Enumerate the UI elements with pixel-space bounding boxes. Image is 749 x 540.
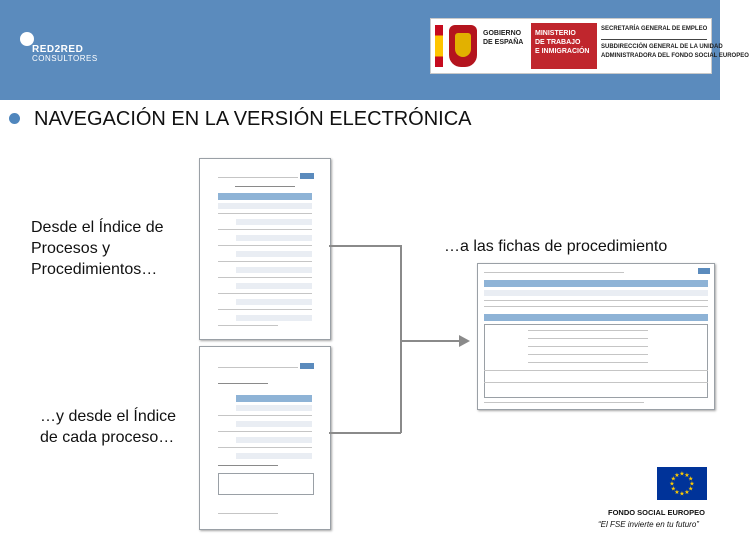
fse-name: FONDO SOCIAL EUROPEO bbox=[608, 508, 705, 517]
eu-star-icon: ★ bbox=[688, 486, 694, 493]
title-bullet-icon bbox=[9, 113, 20, 124]
logo-subtitle: CONSULTORES bbox=[32, 54, 98, 63]
right-caption: …a las fichas de procedimiento bbox=[444, 238, 668, 255]
gobierno-label: GOBIERNO DE ESPAÑA bbox=[483, 30, 524, 46]
eu-star-icon: ★ bbox=[679, 471, 685, 478]
eu-star-icon: ★ bbox=[684, 472, 690, 479]
eu-star-icon: ★ bbox=[684, 490, 690, 497]
government-logos bbox=[430, 18, 749, 74]
eu-star-icon: ★ bbox=[689, 481, 695, 488]
connector-bottom bbox=[329, 432, 401, 434]
eu-star-icon: ★ bbox=[688, 476, 694, 483]
ministry-label: MINISTERIO DE TRABAJO E INMIGRACIÓN bbox=[535, 30, 590, 55]
eu-star-icon: ★ bbox=[679, 491, 685, 498]
arrow-right-icon bbox=[459, 335, 470, 347]
single-process-index-thumbnail[interactable] bbox=[199, 346, 331, 530]
eu-star-icon: ★ bbox=[674, 472, 680, 479]
eu-flag-icon bbox=[657, 467, 707, 500]
slide-title: NAVEGACIÓN EN LA VERSIÓN ELECTRÓNICA bbox=[34, 108, 472, 130]
secretariat-label: SECRETARÍA GENERAL DE EMPLEO SUBDIRECCIÓN GENERAL DE LA UNIDAD ADMINISTRADORA DEL FONDO SOCIAL EUROPEO bbox=[601, 26, 749, 59]
connector-vertical bbox=[400, 245, 402, 433]
eu-star-icon: ★ bbox=[669, 481, 675, 488]
process-index-thumbnail[interactable] bbox=[199, 158, 331, 340]
eu-star-icon: ★ bbox=[670, 476, 676, 483]
spain-flag-icon bbox=[435, 25, 443, 67]
logo-name: RED2RED bbox=[32, 44, 84, 55]
coat-of-arms-icon bbox=[449, 25, 477, 67]
connector-to-sheet bbox=[401, 340, 459, 342]
eu-star-icon: ★ bbox=[674, 490, 680, 497]
connector-top bbox=[329, 245, 401, 247]
procedure-sheet-thumbnail[interactable] bbox=[477, 263, 715, 410]
bottom-caption: …y desde el Índice de cada proceso… bbox=[40, 408, 177, 446]
ministry-block bbox=[531, 23, 597, 69]
fse-slogan: “El FSE invierte en tu futuro” bbox=[598, 520, 699, 529]
eu-star-icon: ★ bbox=[670, 486, 676, 493]
secretariat-divider bbox=[601, 39, 707, 40]
left-caption: Desde el Índice de Procesos y Procedimientos… bbox=[31, 219, 164, 278]
header-banner bbox=[0, 0, 749, 100]
